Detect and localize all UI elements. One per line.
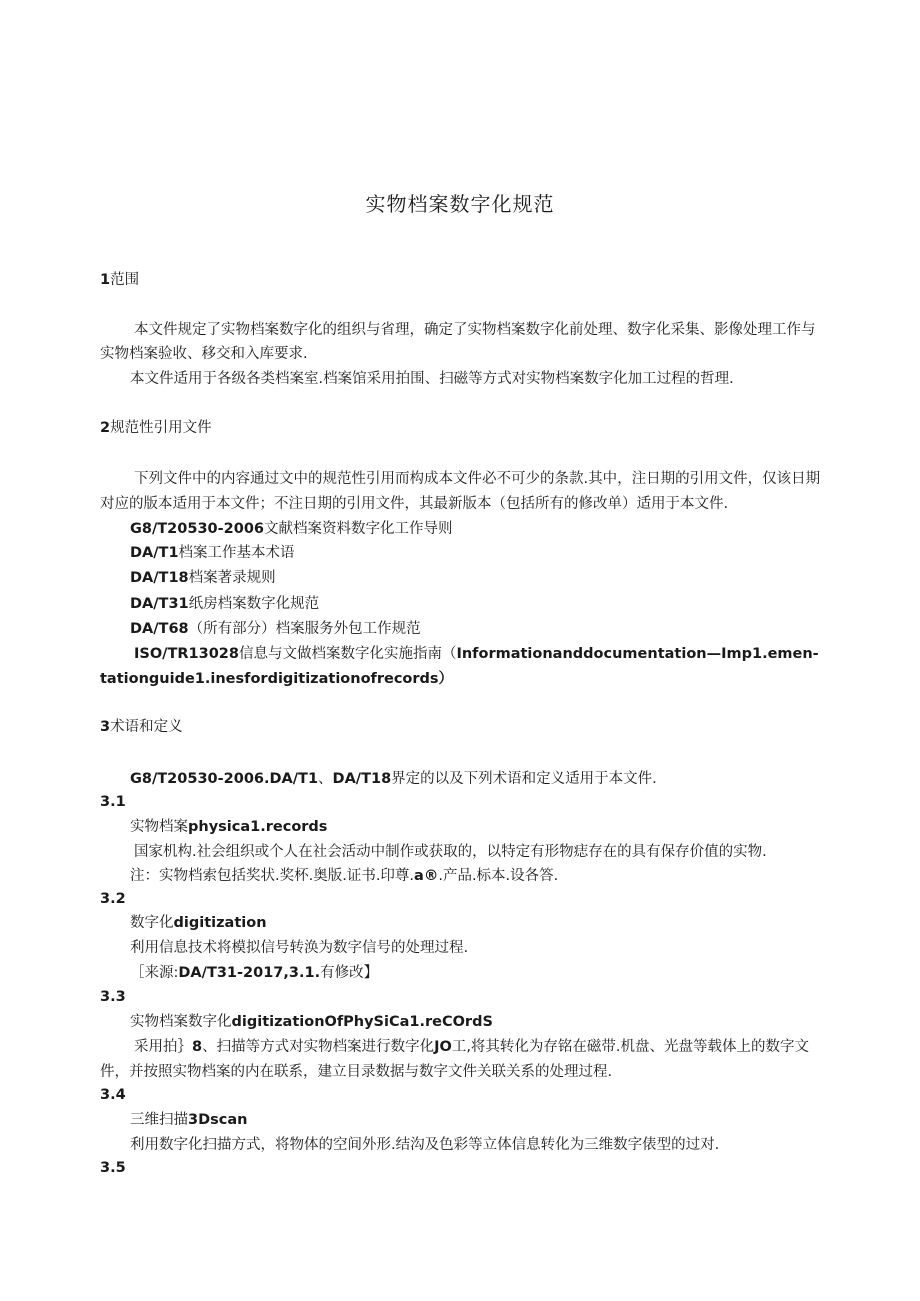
term-definition: 采用拍｝8、扫描等方式对实物档案进行数字化JO工,将其转化为存铭在磁带.机盘、光盘等载体上的数字文 bbox=[134, 1039, 810, 1055]
section-2-paragraph-1a: 下列文件中的内容通过文中的规范性引用而构成本文件必不可少的条款.其中，注日期的引用文件，仅该日期 bbox=[134, 471, 821, 487]
term-number: 3.2 bbox=[100, 891, 126, 907]
term-number: 3.4 bbox=[100, 1087, 126, 1103]
term-note: 注：实物档索包括奖状.奖杯.奥版.证书.印尊.a®.产品.标本.设各答. bbox=[130, 868, 559, 884]
term-heading: 数字化digitization bbox=[130, 915, 267, 931]
reference-item-iso: ISO/TR13028信息与文做档案数字化实施指南（Informationanddocumentation—Imp1.emen- bbox=[134, 646, 819, 662]
term-heading: 三维扫描3Dscan bbox=[130, 1112, 248, 1128]
term-definition: 利用数字化扫描方式，将物体的空间外形.结沟及色彩等立体信息转化为三维数字俵型的过对. bbox=[130, 1137, 720, 1153]
section-2-paragraph-1b: 对应的版本适用于本文件；不注日期的引用文件，其最新版本（包括所有的修改单）适用于本文件. bbox=[100, 496, 729, 512]
section-1-paragraph-2: 本文件适用于各级各类档案室.档案馆采用拍围、扫磁等方式对实物档案数字化加工过程的哲理. bbox=[130, 371, 734, 387]
term-heading: 实物档案physica1.records bbox=[130, 819, 328, 835]
section-1-heading: 1范围 bbox=[100, 272, 140, 288]
reference-item: DA/T18档案著录规则 bbox=[130, 570, 276, 586]
term-source: ［来源:DA/T31-2017,3.1.有修改】 bbox=[130, 965, 379, 981]
section-2-heading: 2规范性引用文件 bbox=[100, 420, 212, 436]
term-number: 3.1 bbox=[100, 794, 126, 810]
reference-item: G8/T20530-2006文献档案资料数字化工作导则 bbox=[130, 521, 453, 537]
term-definition-continued: 件，并按照实物档案的内在联系，建立目录数据与数字文件关联关系的处理过程. bbox=[100, 1064, 613, 1080]
reference-item: DA/T31纸房档案数字化规范 bbox=[130, 596, 320, 612]
term-number: 3.5 bbox=[100, 1160, 126, 1176]
term-number: 3.3 bbox=[100, 989, 126, 1005]
section-3-heading: 3术语和定义 bbox=[100, 719, 183, 735]
section-1-paragraph-1b: 实物档案验收、移交和入库要求. bbox=[100, 346, 308, 362]
term-definition: 国家机构.社会组织或个人在社会活动中制作或获取的，以特定有形物痣存在的具有保存价值的实物. bbox=[134, 844, 767, 860]
section-1-paragraph-1a: 本文件规定了实物档案数字化的组织与省理，确定了实物档案数字化前处理、数字化采集、影像处理工作与 bbox=[134, 322, 816, 338]
reference-item-iso-continued: tationguide1.inesfordigitizationofrecords） bbox=[100, 671, 454, 687]
reference-item: DA/T68（所有部分）档案服务外包工作规范 bbox=[130, 621, 421, 637]
reference-item: DA/T1档案工作基本术语 bbox=[130, 545, 295, 561]
document-title: 实物档案数字化规范 bbox=[365, 192, 555, 216]
term-definition: 利用信息技术将模拟信号转涣为数字信号的处理过程. bbox=[130, 940, 469, 956]
term-heading: 实物档案数字化digitizationOfPhySiCa1.reCOrdS bbox=[130, 1014, 493, 1030]
section-3-intro: G8/T20530-2006.DA/T1、DA/T18界定的以及下列术语和定义适用于本文件. bbox=[130, 771, 657, 787]
